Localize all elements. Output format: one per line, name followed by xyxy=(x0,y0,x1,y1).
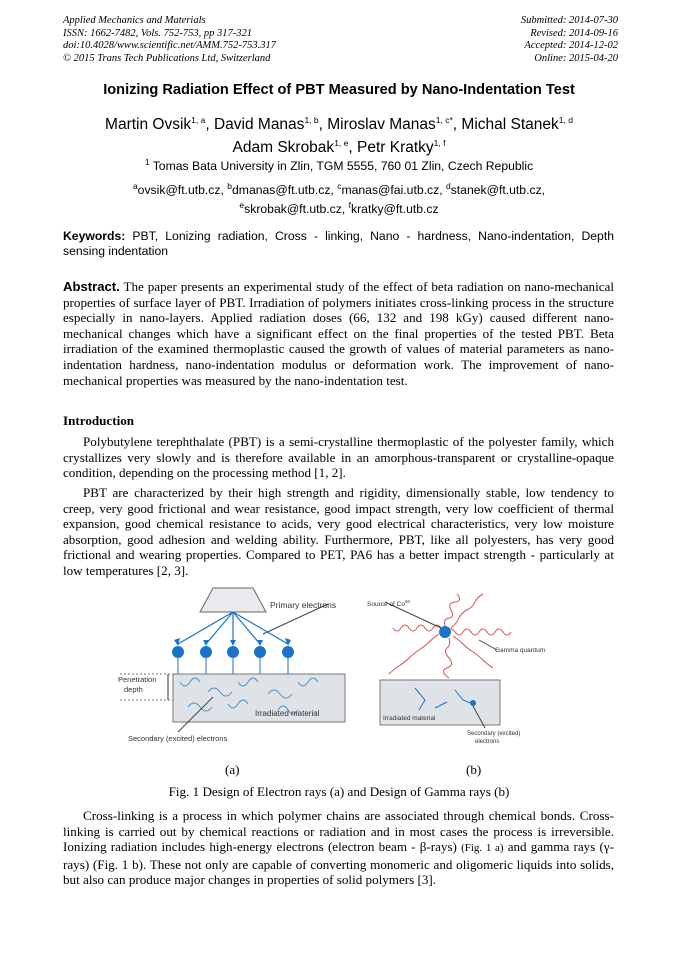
gamma-quantum-label: Gamma quantum xyxy=(495,647,546,654)
p3-ref-fig1a[interactable]: (Fig. 1 a) xyxy=(461,842,504,855)
p3-part-b: and gamma rays (γ-rays) (Fig. 1 b). These not only are capable of converting monomeric and oligomeric liquids into solids, but also can produce major changes in properties of solid polymers [3]. xyxy=(63,839,614,888)
email-link[interactable]: kratky@ft.utb.cz xyxy=(351,201,439,216)
author-sup: 1, c* xyxy=(435,115,453,125)
secondary-electron-dot xyxy=(470,700,476,706)
source-label: Source of Co$^{60}$ xyxy=(367,599,410,608)
keywords xyxy=(63,229,614,258)
author-line-2: Adam Skrobak$^{1, e}$, Petr Kratky$^{1, f}$ xyxy=(232,138,446,157)
secondary-label-1: Secondary (excited) xyxy=(467,731,521,737)
affiliation-sup: 1 xyxy=(144,157,150,167)
email-sup: c xyxy=(337,181,342,191)
email-link[interactable]: dmanas@ft.utb.cz xyxy=(232,183,331,198)
primary-electrons-label: Primary electrons xyxy=(270,600,337,610)
accepted-date: Accepted: 2014-12-02 xyxy=(524,40,618,51)
figure-caption: Fig. 1 Design of Electron rays (a) and Design of Gamma rays (b) xyxy=(168,784,510,799)
author-name: Petr Kratky xyxy=(357,139,434,157)
affiliation xyxy=(0,157,678,173)
keywords-label: Keywords: xyxy=(63,229,126,243)
submitted-date: Submitted: 2014-07-30 xyxy=(520,15,618,26)
primary-electrons xyxy=(172,646,294,658)
electron-paths xyxy=(178,658,288,674)
author-name: Miroslav Manas xyxy=(327,116,436,134)
electron-gun-icon xyxy=(200,588,266,612)
author-name: Adam Skrobak xyxy=(232,139,335,157)
intro-paragraph-3 xyxy=(63,808,614,888)
email-link[interactable]: stanek@ft.utb.cz xyxy=(450,183,542,198)
secondary-label-2: electrons xyxy=(475,739,500,745)
email-link[interactable]: skrobak@ft.utb.cz xyxy=(244,201,342,216)
figure-label-a: (a) xyxy=(225,762,240,777)
email-sup: d xyxy=(445,181,451,191)
author-sup: 1, a xyxy=(191,115,206,125)
paper-title: Ionizing Radiation Effect of PBT Measured by Nano-Indentation Test xyxy=(103,82,575,98)
p3-part-a: Cross-linking is a process in which polymer chains are associated through chemical bonds. Cross-linking is carried out by chemical reactions or radiation and in most cases the process is irreversible. Ionizing radiation includes high-energy electrons (electron beam - β-rays) xyxy=(63,808,614,855)
email-line-1: $^a$ovsik@ft.utb.cz, $^b$dmanas@ft.utb.cz, $^c$manas@fai.utb.cz, $^d$stanek@ft.utb.cz, xyxy=(132,181,546,198)
email-sup: f xyxy=(348,199,352,210)
doi-line: doi:10.4028/www.scientific.net/AMM.752-753.317 xyxy=(63,40,276,51)
abstract xyxy=(63,279,614,388)
electron-beam-lines xyxy=(178,612,288,644)
issn-line: ISSN: 1662-7482, Vols. 752-753, pp 317-321 xyxy=(63,27,252,39)
intro-paragraph-1: Polybutylene terephthalate (PBT) is a semi-crystalline thermoplastic of the polyester family, which crystallizes very slowly and is therefore available in an amorphous-transparent or crystalline-opaque condition, depending on the processing method [1, 2]. xyxy=(63,434,614,481)
section-heading-introduction: Introduction xyxy=(63,413,135,428)
email-link[interactable]: ovsik@ft.utb.cz xyxy=(137,183,221,198)
figure-gamma-rays xyxy=(355,588,555,750)
revised-date: Revised: 2014-09-16 xyxy=(530,27,618,39)
penetration-label: Penetration xyxy=(118,675,157,684)
email-line-2: $^e$skrobak@ft.utb.cz, $^f$kratky@ft.utb.cz xyxy=(239,199,439,216)
author-sup: 1, e xyxy=(334,138,349,149)
abstract-text: The paper presents an experimental study of the effect of beta radiation on nano-mechanical properties of surface layer of PBT. Irradiation of polymers initiates cross-linking process in the structure especially in nano-layers. Applied radiation doses (66, 132 and 198 kGy) caused different nano-mechanical changes which have a significant effect on the final properties of the tested PBT. Beta irradiation of the examined thermoplastic caused the growth of values of material parameters as nano-indentation hardness, nano-indentation modulus or deformation work. The improvement of nano-mechanical properties was measured by the nano-indentation test. xyxy=(63,279,614,388)
email-link[interactable]: manas@fai.utb.cz xyxy=(341,183,440,198)
irradiated-material-label: Irradiated material xyxy=(255,709,320,718)
affiliation-text: Tomas Bata University in Zlin, TGM 5555, 760 01 Zlin, Czech Republic xyxy=(152,159,534,174)
author-line-1: Martin Ovsik$^{1, a}$, David Manas$^{1, b}$, Miroslav Manas$^{1, c*}$, Michal Stanek$^{1, d}$ xyxy=(105,115,573,134)
email-sup: e xyxy=(239,199,245,210)
author-name: Martin Ovsik xyxy=(105,116,192,134)
author-list xyxy=(0,111,678,157)
keywords-text: PBT, Lonizing radiation, Cross - linking, Nano - hardness, Nano-indentation, Depth sensing indentation xyxy=(63,229,614,258)
figure-label-b: (b) xyxy=(466,762,482,777)
secondary-electrons-label: Secondary (excited) electrons xyxy=(128,734,228,743)
author-sup: 1, f xyxy=(433,138,446,149)
email-sup: a xyxy=(132,181,138,191)
copyright-line: © 2015 Trans Tech Publications Ltd, Switzerland xyxy=(63,52,271,64)
author-name: Michal Stanek xyxy=(461,116,559,134)
email-sup: b xyxy=(227,181,233,191)
author-sup: 1, b xyxy=(304,115,319,125)
dates-header xyxy=(521,15,618,65)
online-date: Online: 2015-04-20 xyxy=(534,52,618,64)
email-list xyxy=(0,179,678,216)
gamma-waves xyxy=(389,594,511,678)
intro-paragraph-2: PBT are characterized by their high strength and rigidity, dimensionally stable, low tendency to creep, very good frictional and wear resistance, good impact strength, very low coefficient of thermal expansion, good chemical resistance to acids, very good electrical characteristics, very low moisture absorption, good adhesion and welding ability. Furthermore, PBT, like all polyesters, has very good frictional and wearing properties. Compared to PET, PA6 has a better impact strength - particularly at low temperatures [2, 3]. xyxy=(63,485,614,578)
figure-electron-rays xyxy=(118,582,350,750)
journal-header xyxy=(63,15,276,65)
author-sup: 1, d xyxy=(558,115,573,125)
depth-label: depth xyxy=(124,685,143,694)
abstract-label: Abstract. xyxy=(63,279,120,294)
journal-name: Applied Mechanics and Materials xyxy=(63,15,206,26)
irradiated-material-label-b: Irradiated material xyxy=(383,715,436,722)
author-name: David Manas xyxy=(213,116,305,134)
